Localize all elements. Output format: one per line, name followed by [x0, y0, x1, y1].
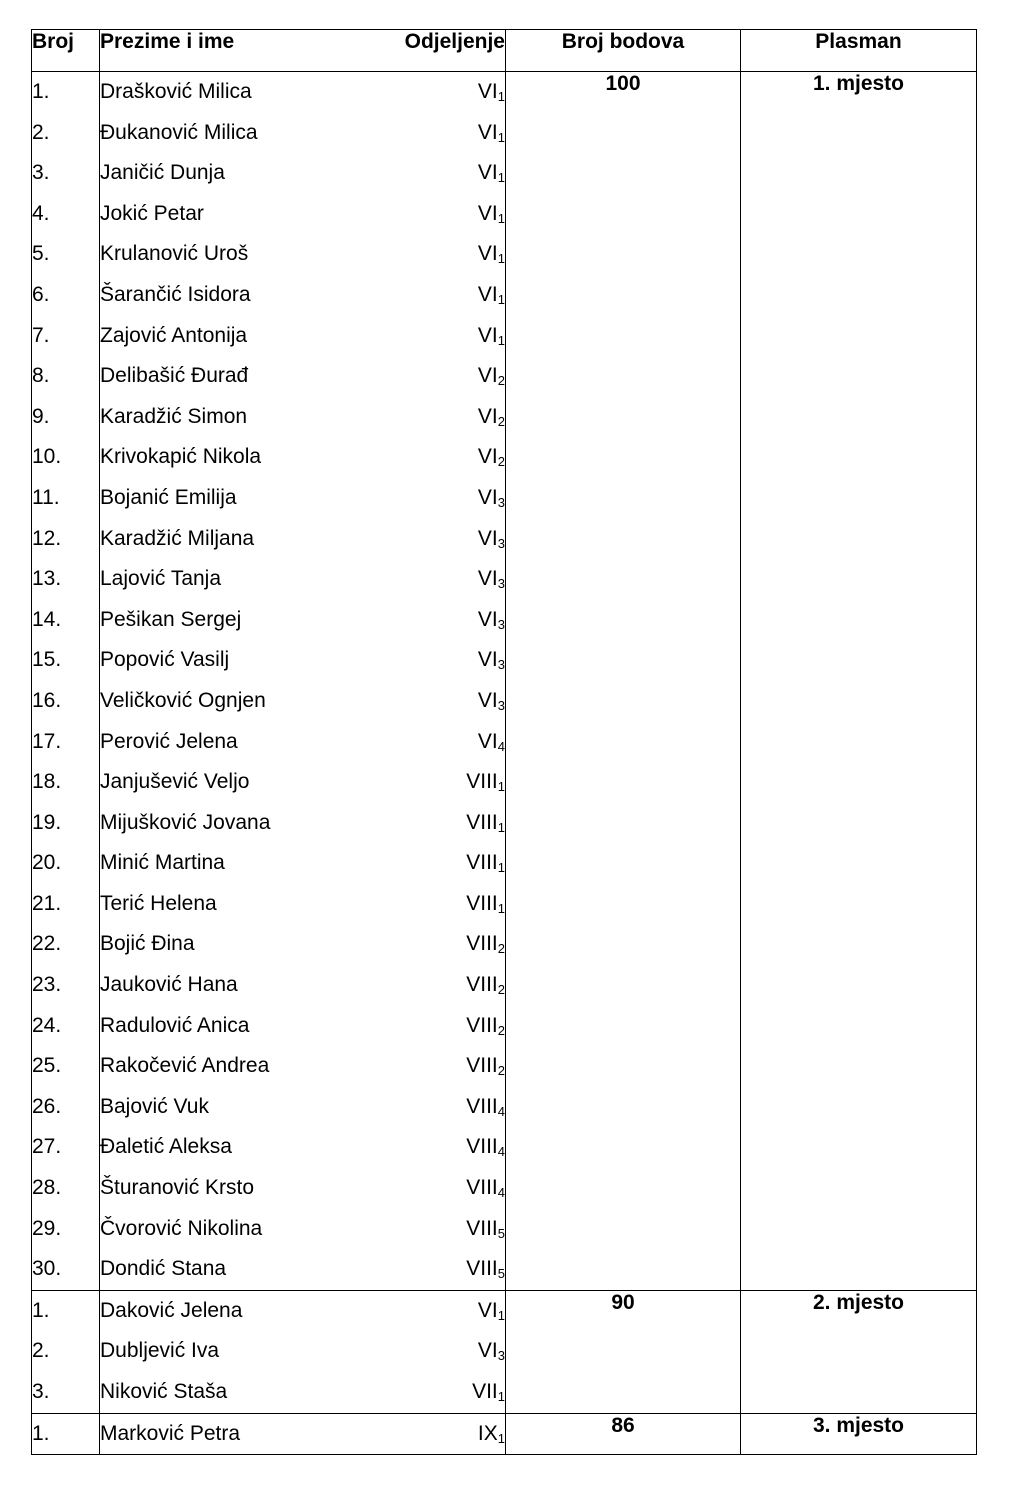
- student-name: Šturanović Krsto: [100, 1176, 255, 1200]
- class-section: 4: [497, 738, 505, 754]
- name-dept-cell: [100, 1290, 506, 1413]
- row-number: 30.: [32, 1257, 62, 1281]
- class-label: [466, 884, 505, 925]
- student-line: [100, 1209, 505, 1250]
- grade-roman: VI: [477, 688, 498, 712]
- header-broj: Broj: [32, 30, 100, 72]
- class-label: [466, 924, 505, 965]
- class-section: 1: [497, 210, 505, 226]
- row-number: 9.: [32, 404, 50, 428]
- class-label: [478, 559, 505, 600]
- class-label: [478, 113, 505, 154]
- grade-roman: VI: [477, 485, 498, 509]
- grade-roman: VIII: [466, 1054, 498, 1078]
- row-number: 27.: [32, 1135, 62, 1159]
- student-name: Karadžić Miljana: [100, 526, 255, 550]
- student-line: [100, 437, 505, 478]
- row-number: 13.: [32, 567, 62, 591]
- row-number: 4.: [32, 201, 50, 225]
- grade-roman: VI: [477, 607, 498, 631]
- grade-roman: VIII: [466, 891, 498, 915]
- student-line: [100, 924, 505, 965]
- row-number: 18.: [32, 770, 62, 794]
- class-label: [478, 194, 505, 235]
- student-line: [100, 965, 505, 1006]
- student-name: Rakočević Andrea: [100, 1054, 270, 1078]
- class-label: [478, 437, 505, 478]
- grade-roman: VIII: [466, 1216, 498, 1240]
- student-name: Pešikan Sergej: [100, 607, 242, 631]
- row-number: 1.: [32, 1421, 50, 1445]
- student-line: [100, 72, 505, 113]
- student-name: Dubljević Iva: [100, 1339, 220, 1363]
- row-number: 21.: [32, 891, 62, 915]
- grade-roman: VII: [472, 1380, 498, 1403]
- student-line: [100, 275, 505, 316]
- number-cell: [32, 1413, 100, 1455]
- placement-cell: 1. mjesto: [741, 72, 977, 1291]
- grade-roman: VIII: [466, 1013, 498, 1037]
- grade-roman: IX: [477, 1421, 498, 1445]
- class-section: 2: [497, 1063, 505, 1079]
- student-line: [100, 234, 505, 275]
- student-name: Bajović Vuk: [100, 1094, 209, 1118]
- student-line: [100, 803, 505, 844]
- class-section: 4: [497, 1144, 505, 1160]
- class-section: 4: [497, 1185, 505, 1201]
- group-row: [32, 1290, 977, 1413]
- class-section: 2: [497, 1022, 505, 1038]
- row-number: 24.: [32, 1013, 62, 1037]
- grade-roman: VI: [477, 404, 498, 428]
- student-name: Jokić Petar: [100, 201, 204, 225]
- grade-roman: VI: [477, 729, 498, 753]
- row-number: 10.: [32, 445, 62, 469]
- student-name: Perović Jelena: [100, 729, 238, 753]
- class-label: [466, 762, 505, 803]
- row-number: 6.: [32, 282, 50, 306]
- student-name: Krulanović Uroš: [100, 242, 249, 266]
- row-number: 26.: [32, 1094, 62, 1118]
- student-line: [100, 1372, 505, 1413]
- row-number: 14.: [32, 607, 62, 631]
- grade-roman: VIII: [466, 1094, 498, 1118]
- student-line: [100, 153, 505, 194]
- class-label: [466, 803, 505, 844]
- row-number: 23.: [32, 973, 62, 997]
- class-section: 1: [497, 1307, 505, 1323]
- student-name: Veličković Ognjen: [100, 688, 266, 712]
- grade-roman: VI: [477, 323, 498, 347]
- class-section: 3: [497, 1348, 505, 1364]
- class-label: [472, 1372, 505, 1413]
- student-line: [100, 1168, 505, 1209]
- student-name: Marković Petra: [100, 1421, 241, 1445]
- grade-roman: VIII: [466, 1176, 498, 1200]
- student-name: Đukanović Milica: [100, 120, 258, 144]
- student-name: Radulović Anica: [100, 1013, 250, 1037]
- grade-roman: VI: [477, 567, 498, 591]
- class-section: 1: [497, 129, 505, 145]
- class-label: [478, 478, 505, 519]
- class-section: 1: [497, 1389, 505, 1404]
- student-line: [100, 519, 505, 560]
- class-section: 2: [497, 941, 505, 957]
- row-number: 7.: [32, 323, 50, 347]
- header-dept: Odjeljenje: [404, 30, 505, 53]
- row-number: 11.: [32, 485, 60, 509]
- grade-roman: VI: [477, 161, 498, 185]
- class-section: 1: [497, 291, 505, 307]
- row-number: 1.: [32, 80, 50, 103]
- name-dept-cell: [100, 72, 506, 1291]
- grade-roman: VIII: [466, 973, 498, 997]
- grade-roman: VI: [477, 120, 498, 144]
- class-section: 5: [497, 1266, 505, 1282]
- class-label: [478, 519, 505, 560]
- student-line: [100, 640, 505, 681]
- row-number: 22.: [32, 932, 62, 956]
- student-name: Đaletić Aleksa: [100, 1135, 232, 1159]
- class-section: 3: [497, 576, 505, 592]
- student-line: [100, 397, 505, 438]
- class-section: 2: [497, 454, 505, 470]
- student-name: Mijušković Jovana: [100, 810, 271, 834]
- student-line: [100, 478, 505, 519]
- student-line: [100, 194, 505, 235]
- points-cell: 100: [506, 72, 741, 1291]
- class-label: [478, 316, 505, 357]
- student-line: [100, 1127, 505, 1168]
- class-section: 3: [497, 657, 505, 673]
- header-name-dept: [100, 30, 506, 72]
- row-number: 29.: [32, 1216, 62, 1240]
- grade-roman: VIII: [466, 851, 498, 875]
- student-name: Minić Martina: [100, 851, 225, 875]
- student-name: Šarančić Isidora: [100, 282, 251, 306]
- student-name: Terić Helena: [100, 891, 217, 915]
- class-label: [466, 1087, 505, 1128]
- points-cell: 86: [506, 1413, 741, 1455]
- class-label: [478, 1414, 505, 1455]
- class-label: [478, 640, 505, 681]
- number-cell: [32, 72, 100, 1291]
- student-line: [100, 316, 505, 357]
- grade-roman: VI: [477, 80, 498, 103]
- class-label: [478, 600, 505, 641]
- class-label: [478, 681, 505, 722]
- row-number: 12.: [32, 526, 62, 550]
- student-name: Delibašić Đurađ: [100, 364, 249, 388]
- class-section: 3: [497, 697, 505, 713]
- header-name: Prezime i ime: [100, 30, 235, 53]
- row-number: 5.: [32, 242, 50, 266]
- row-number: 19.: [32, 810, 62, 834]
- grade-roman: VI: [477, 526, 498, 550]
- student-name: Janjušević Veljo: [100, 770, 250, 794]
- student-name: Zajović Antonija: [100, 323, 248, 347]
- class-label: [478, 1331, 505, 1372]
- grade-roman: VI: [477, 445, 498, 469]
- class-label: [478, 234, 505, 275]
- class-label: [466, 1127, 505, 1168]
- student-line: [100, 722, 505, 763]
- grade-roman: VI: [477, 282, 498, 306]
- placement-cell: 2. mjesto: [741, 1290, 977, 1413]
- class-label: [478, 1291, 505, 1332]
- class-section: 1: [497, 251, 505, 267]
- class-label: [466, 965, 505, 1006]
- group-row: [32, 1413, 977, 1455]
- student-line: [100, 113, 505, 154]
- class-label: [478, 722, 505, 763]
- student-line: [100, 843, 505, 884]
- grade-roman: VIII: [466, 1135, 498, 1159]
- student-line: [100, 600, 505, 641]
- row-number: 16.: [32, 688, 62, 712]
- student-name: Bojić Đina: [100, 932, 195, 956]
- student-line: [100, 356, 505, 397]
- grade-roman: VI: [477, 201, 498, 225]
- class-label: [466, 1006, 505, 1047]
- grade-roman: VIII: [466, 932, 498, 956]
- student-name: Lajović Tanja: [100, 567, 222, 591]
- class-section: 1: [497, 860, 505, 876]
- class-label: [466, 1249, 505, 1290]
- class-section: 1: [497, 89, 505, 104]
- class-section: 1: [497, 170, 505, 186]
- student-line: [100, 1331, 505, 1372]
- row-number: 2.: [32, 120, 50, 144]
- student-line: [100, 1006, 505, 1047]
- student-name: Popović Vasilj: [100, 648, 230, 672]
- row-number: 15.: [32, 648, 62, 672]
- row-number: 28.: [32, 1176, 62, 1200]
- student-name: Drašković Milica: [100, 80, 252, 103]
- class-label: [466, 843, 505, 884]
- grade-roman: VIII: [466, 770, 498, 794]
- student-line: [100, 884, 505, 925]
- class-section: 1: [497, 332, 505, 348]
- student-name: Bojanić Emilija: [100, 485, 237, 509]
- class-label: [478, 153, 505, 194]
- results-body: [32, 72, 977, 1455]
- student-line: [100, 1414, 505, 1455]
- grade-roman: VI: [477, 648, 498, 672]
- class-section: 3: [497, 535, 505, 551]
- row-number: 20.: [32, 851, 62, 875]
- student-line: [100, 559, 505, 600]
- student-name: Krivokapić Nikola: [100, 445, 262, 469]
- grade-roman: VI: [477, 364, 498, 388]
- class-label: [466, 1168, 505, 1209]
- class-section: 4: [497, 1103, 505, 1119]
- row-number: 8.: [32, 364, 50, 388]
- grade-roman: VI: [477, 1339, 498, 1363]
- row-number: 1.: [32, 1298, 50, 1322]
- student-name: Janičić Dunja: [100, 161, 225, 185]
- class-label: [478, 275, 505, 316]
- student-line: [100, 681, 505, 722]
- results-table: [31, 29, 977, 1455]
- student-line: [100, 762, 505, 803]
- class-label: [466, 1209, 505, 1250]
- class-section: 2: [497, 413, 505, 429]
- class-section: 1: [497, 900, 505, 916]
- student-line: [100, 1249, 505, 1290]
- grade-roman: VI: [477, 242, 498, 266]
- points-cell: 90: [506, 1290, 741, 1413]
- student-name: Jauković Hana: [100, 973, 238, 997]
- name-dept-cell: [100, 1413, 506, 1455]
- student-line: [100, 1291, 505, 1332]
- class-label: [478, 72, 505, 113]
- header-points: Broj bodova: [506, 30, 741, 72]
- grade-roman: VI: [477, 1298, 498, 1322]
- class-section: 1: [497, 1430, 505, 1446]
- row-number: 3.: [32, 161, 50, 185]
- class-section: 2: [497, 373, 505, 389]
- placement-cell: 3. mjesto: [741, 1413, 977, 1455]
- row-number: 17.: [32, 729, 62, 753]
- class-section: 2: [497, 982, 505, 998]
- class-section: 3: [497, 616, 505, 632]
- row-number: 25.: [32, 1054, 62, 1078]
- student-line: [100, 1046, 505, 1087]
- class-label: [466, 1046, 505, 1087]
- row-number: 3.: [32, 1380, 50, 1403]
- student-name: Niković Staša: [100, 1380, 228, 1403]
- student-name: Daković Jelena: [100, 1298, 243, 1322]
- group-row: [32, 72, 977, 1291]
- grade-roman: VIII: [466, 1257, 498, 1281]
- class-label: [478, 356, 505, 397]
- student-line: [100, 1087, 505, 1128]
- number-cell: [32, 1290, 100, 1413]
- class-section: 3: [497, 494, 505, 510]
- class-label: [478, 397, 505, 438]
- header-placement: Plasman: [741, 30, 977, 72]
- grade-roman: VIII: [466, 810, 498, 834]
- header-row: [32, 30, 977, 72]
- class-section: 5: [497, 1225, 505, 1241]
- student-name: Karadžić Simon: [100, 404, 248, 428]
- student-name: Čvorović Nikolina: [100, 1216, 263, 1240]
- row-number: 2.: [32, 1339, 50, 1363]
- student-name: Dondić Stana: [100, 1257, 227, 1281]
- class-section: 1: [497, 819, 505, 835]
- class-section: 1: [497, 779, 505, 795]
